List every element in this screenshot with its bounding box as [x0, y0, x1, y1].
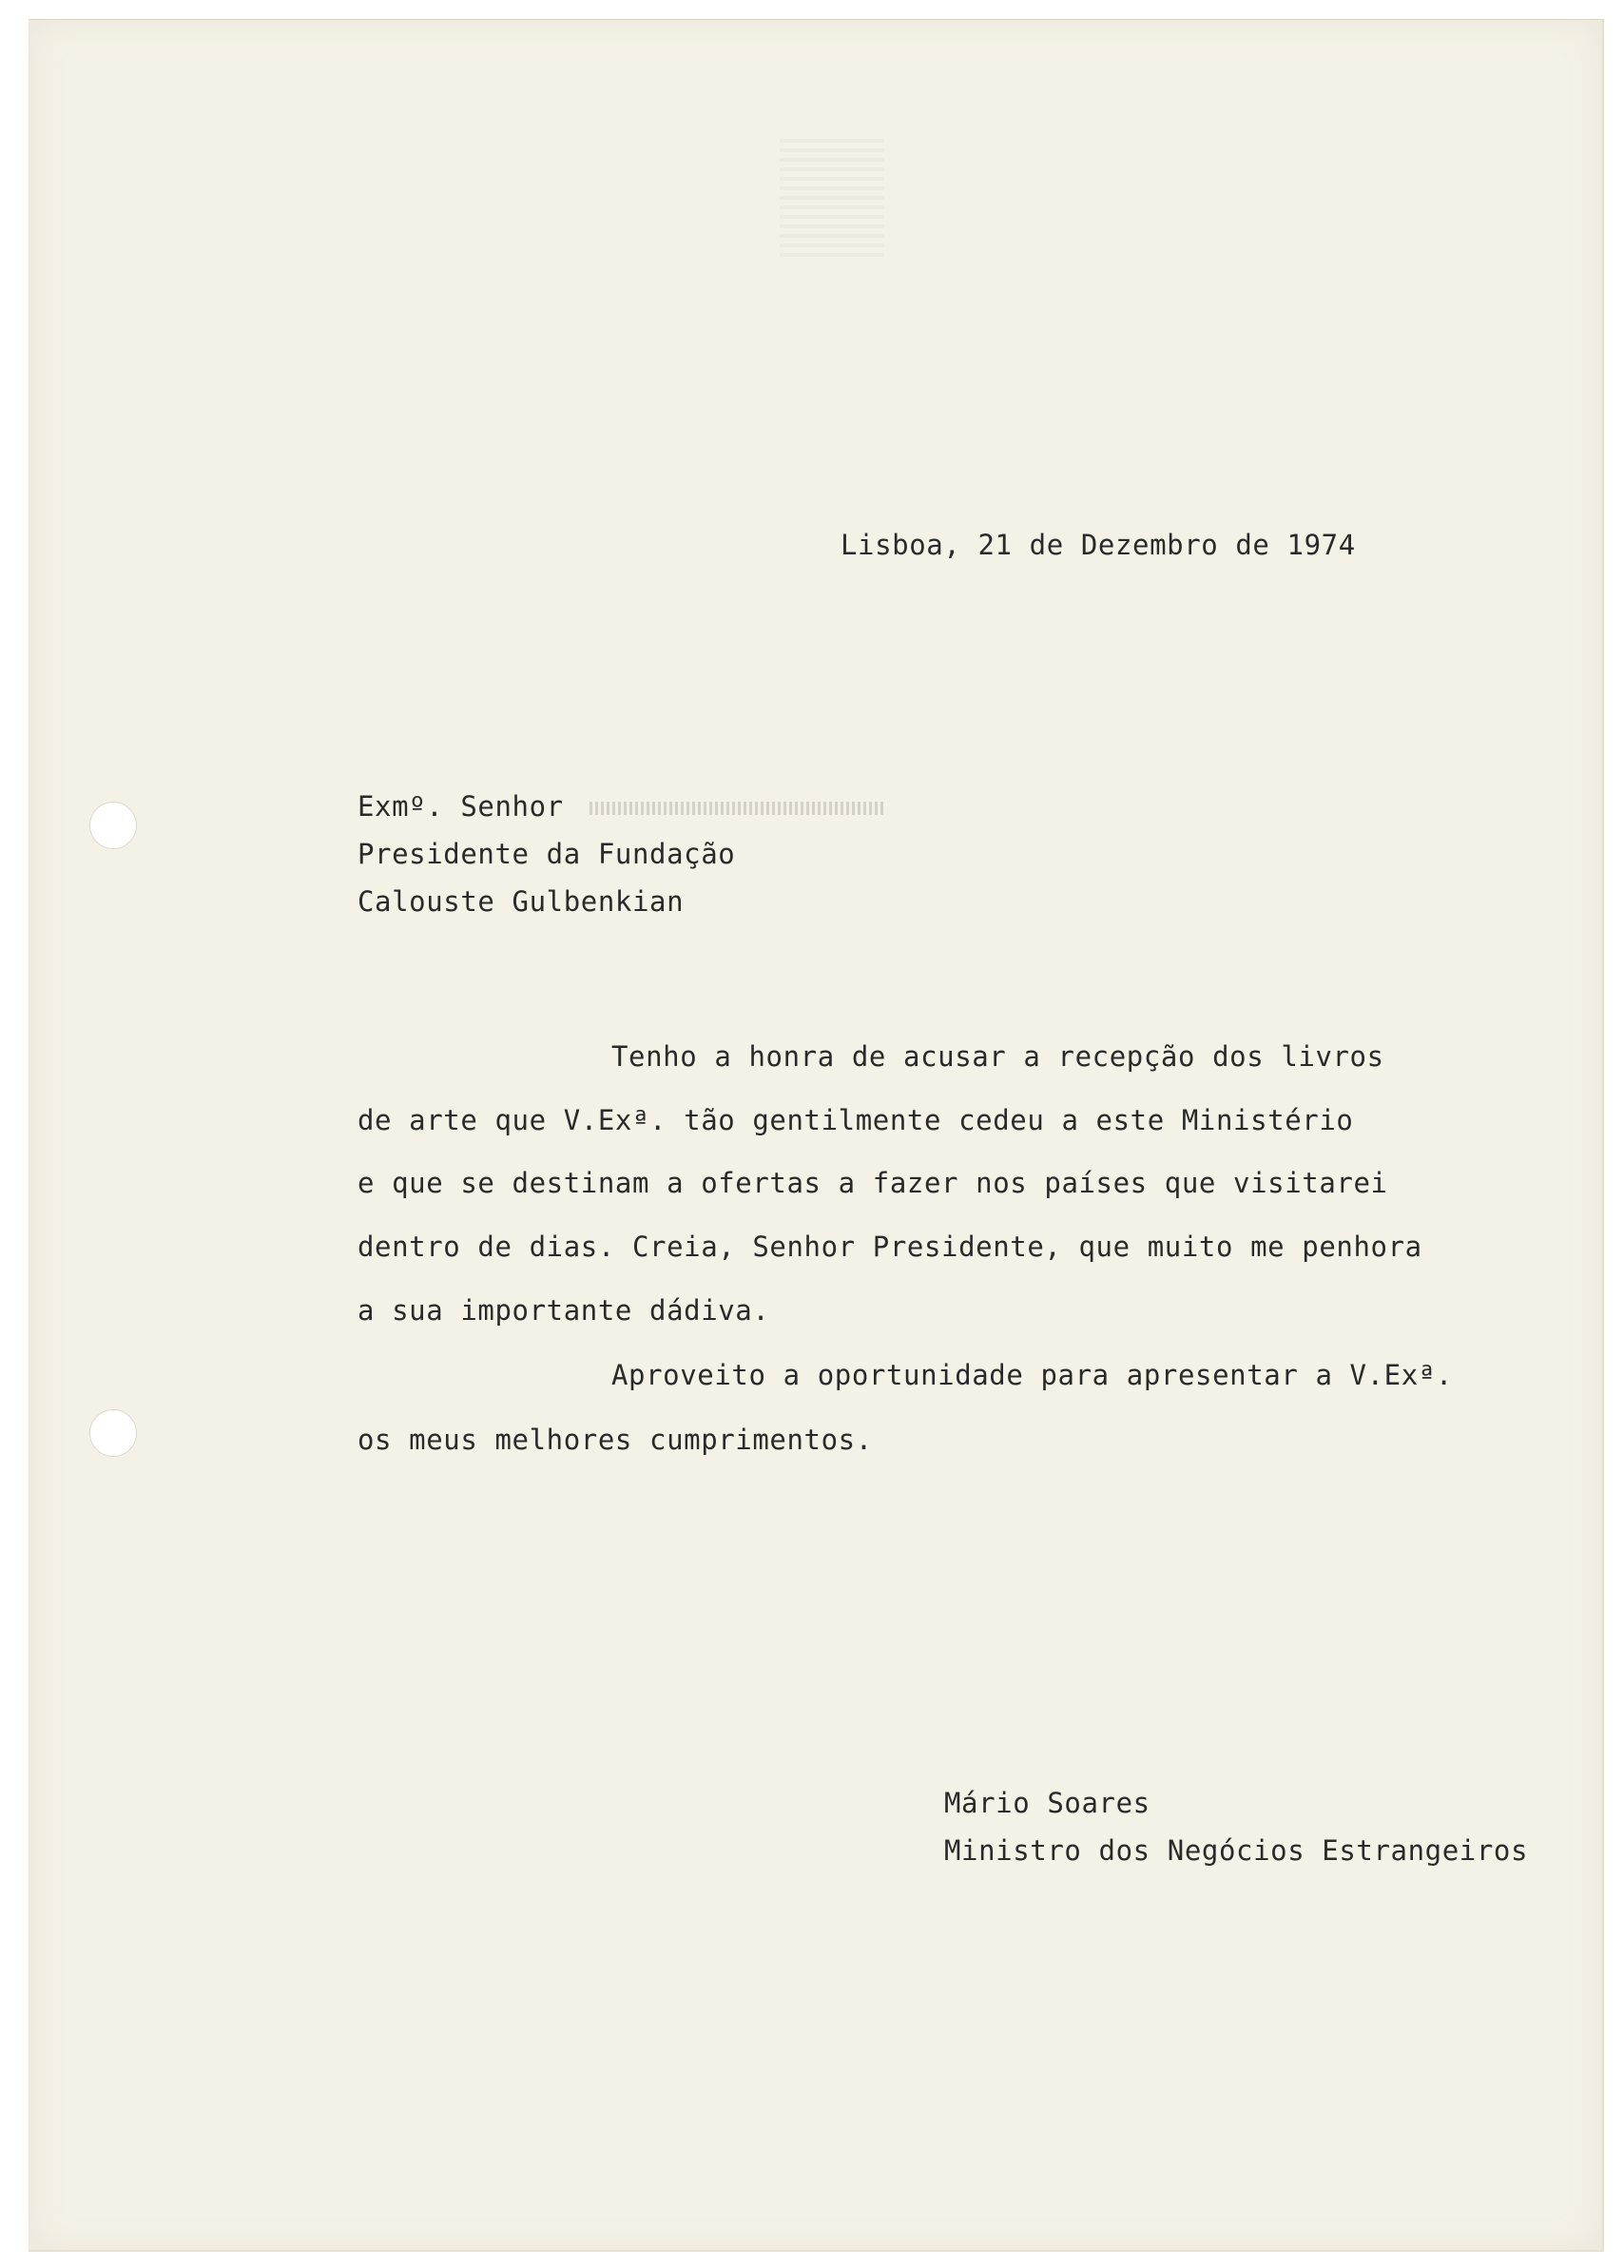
address-recipient-org: Calouste Gulbenkian [358, 885, 685, 918]
punch-hole-bottom [89, 1409, 137, 1457]
faint-stamp-mark [780, 133, 884, 257]
strikeout-smudge [590, 802, 884, 815]
punch-hole-top [89, 802, 137, 849]
body-line-1: Tenho a honra de acusar a recepção dos livros [611, 1040, 1384, 1073]
closing-line-1: Aproveito a oportunidade para apresentar a V.Exª. [611, 1359, 1453, 1391]
body-line-2: de arte que V.Exª. tão gentilmente cedeu a este Ministério [358, 1104, 1354, 1136]
body-line-3: e que se destinam a ofertas a fazer nos países que visitarei [358, 1167, 1388, 1199]
signatory-name: Mário Soares [944, 1787, 1150, 1819]
signatory-title: Ministro dos Negócios Estrangeiros [944, 1834, 1529, 1867]
address-recipient-title: Presidente da Fundação [358, 838, 736, 870]
body-line-5: a sua importante dádiva. [358, 1294, 770, 1327]
dateline: Lisboa, 21 de Dezembro de 1974 [841, 529, 1356, 561]
address-salutation: Exmº. Senhor [358, 790, 564, 823]
closing-line-2: os meus melhores cumprimentos. [358, 1424, 873, 1456]
body-line-4: dentro de dias. Creia, Senhor Presidente, que muito me penhora [358, 1231, 1422, 1263]
